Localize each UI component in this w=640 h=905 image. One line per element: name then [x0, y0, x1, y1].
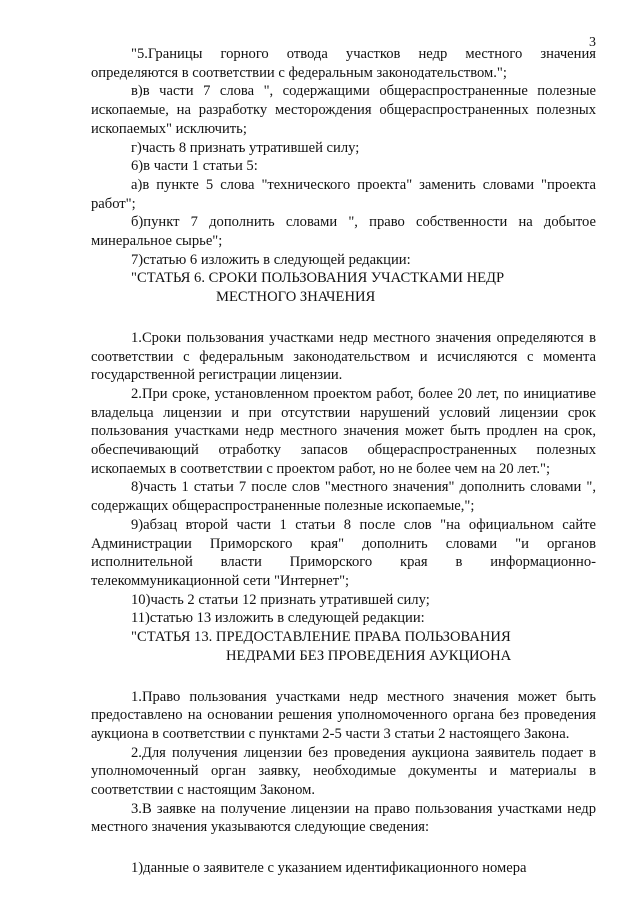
article-heading — [91, 628, 596, 665]
heading-line: "СТАТЬЯ 13. ПРЕДОСТАВЛЕНИЕ ПРАВА ПОЛЬЗОВАНИЯ — [131, 629, 511, 646]
paragraph: 2.Для получения лицензии без проведения аукциона заявитель подает в уполномоченный орган заявку, необходимые документы и материалы в соответствии с настоящим Законом. — [91, 744, 596, 799]
paragraph: в)в части 7 слова ", содержащими общераспространенные полезные ископаемые, на разработку месторождения общераспространенных полезных ископаемых" исключить; — [91, 83, 596, 137]
paragraph: 1.Сроки пользования участками недр местного значения определяются в соответствии с федеральным законодательством и исчисляются с момента государственной регистрации лицензии. — [91, 329, 596, 384]
article-heading — [91, 269, 596, 306]
page-number: 3 — [589, 35, 596, 50]
paragraph: 1)данные о заявителе с указанием идентификационного номера — [131, 860, 527, 877]
heading-line: НЕДРАМИ БЕЗ ПРОВЕДЕНИЯ АУКЦИОНА — [226, 647, 512, 664]
paragraph: 8)часть 1 статьи 7 после слов "местного значения" дополнить словами ", содержащих общераспространенные полезные ископаемые,"; — [91, 479, 596, 515]
paragraph: 3.В заявке на получение лицензии на право пользования участками недр местного значения указываются следующие сведения: — [91, 800, 596, 836]
paragraph: а)в пункте 5 слова "технического проекта" заменить словами "проекта работ"; — [91, 176, 596, 212]
paragraph: 1.Право пользования участками недр местного значения может быть предоставлено на основании решения уполномоченного органа без проведения аукциона в соответствии с пунктами 2-5 части 3 статьи 2 настоящего Закона. — [91, 688, 596, 742]
heading-line: МЕСТНОГО ЗНАЧЕНИЯ — [216, 289, 376, 306]
document-body — [91, 45, 596, 878]
paragraph: 2.При сроке, установленном проектом работ, более 20 лет, по инициативе владельца лицензии и при отсутствии нарушений условий лицензии срок пользования участками недр местного значения может быть продлен на срок, обеспечивающий отработку запасов общераспространенных полезных ископаемых в соответствии с проектом работ, но не более чем на 20 лет."; — [91, 385, 596, 477]
paragraph: 9)абзац второй части 1 статьи 8 после слов "на официальном сайте Администрации Приморского края" дополнить словами "и органов исполнительной власти Приморского края в информационно-телекоммуникационной сети "Интернет"; — [91, 516, 596, 589]
paragraph: б)пункт 7 дополнить словами ", право собственности на добытое минеральное сырье"; — [91, 214, 596, 250]
paragraph: г)часть 8 признать утратившей силу; — [131, 139, 360, 156]
paragraph: 11)статью 13 изложить в следующей редакции: — [131, 610, 425, 627]
paragraph: 10)часть 2 статьи 12 признать утратившей силу; — [131, 591, 430, 608]
paragraph: "5.Границы горного отвода участков недр местного значения определяются в соответствии с федеральным законодательством."; — [91, 46, 596, 81]
heading-line: "СТАТЬЯ 6. СРОКИ ПОЛЬЗОВАНИЯ УЧАСТКАМИ НЕДР — [131, 270, 505, 287]
paragraph: 7)статью 6 изложить в следующей редакции: — [131, 251, 411, 268]
paragraph: 6)в части 1 статьи 5: — [131, 158, 258, 175]
